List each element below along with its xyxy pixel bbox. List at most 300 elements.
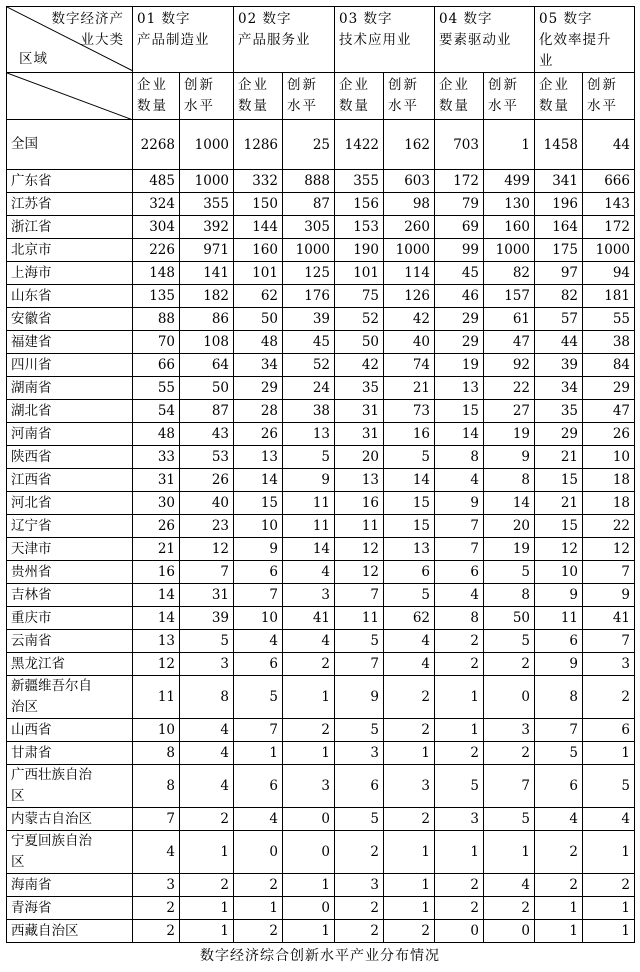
innovation-level-cell: 13 [384,538,435,561]
innovation-level-cell: 8 [484,469,535,492]
company-count-cell: 6 [234,653,283,676]
company-count-cell: 11 [335,607,384,630]
innovation-level-cell: 1 [283,874,335,897]
innovation-level-cell: 1 [180,897,234,920]
company-count-cell: 29 [535,423,583,446]
region-cell: 吉林省 [7,584,133,607]
region-cell: 宁夏回族自治 区 [7,831,133,874]
innovation-level-cell: 3 [583,653,635,676]
company-count-cell: 29 [234,377,283,400]
innovation-level-cell: 1000 [180,170,234,193]
sub-level-header: 创新 水平 [283,73,335,120]
company-count-cell: 44 [535,331,583,354]
innovation-level-cell: 15 [384,515,435,538]
company-count-cell: 28 [234,400,283,423]
company-count-cell: 5 [335,808,384,831]
company-count-cell: 31 [335,400,384,423]
company-count-cell: 3 [133,874,180,897]
innovation-level-cell: 0 [283,808,335,831]
region-cell: 陕西省 [7,446,133,469]
company-count-cell: 13 [133,630,180,653]
company-count-cell: 10 [133,719,180,742]
company-count-cell: 7 [234,719,283,742]
company-count-cell: 304 [133,216,180,239]
company-count-cell: 1 [234,742,283,765]
table-row [7,920,635,943]
innovation-level-cell: 11 [283,515,335,538]
company-count-cell: 101 [335,262,384,285]
region-cell: 江苏省 [7,193,133,216]
company-count-cell: 9 [535,584,583,607]
company-count-cell: 50 [234,308,283,331]
innovation-level-cell: 26 [583,423,635,446]
company-count-cell: 9 [535,653,583,676]
innovation-level-cell: 125 [283,262,335,285]
company-count-cell: 1 [535,920,583,943]
innovation-level-cell: 888 [283,170,335,193]
table-row [7,607,635,630]
company-count-cell: 226 [133,239,180,262]
table-row [7,446,635,469]
innovation-level-cell: 86 [180,308,234,331]
company-count-cell: 88 [133,308,180,331]
innovation-level-cell: 10 [583,446,635,469]
company-count-cell: 4 [535,808,583,831]
innovation-level-cell: 18 [583,469,635,492]
innovation-level-cell: 14 [283,538,335,561]
company-count-cell: 16 [133,561,180,584]
company-count-cell: 172 [435,170,484,193]
company-count-cell: 2 [335,831,384,874]
innovation-level-cell: 64 [180,354,234,377]
company-count-cell: 2 [435,874,484,897]
company-count-cell: 355 [335,170,384,193]
region-cell: 福建省 [7,331,133,354]
innovation-level-cell: 2 [484,897,535,920]
region-cell: 云南省 [7,630,133,653]
innovation-level-cell: 4 [384,653,435,676]
region-cell: 湖南省 [7,377,133,400]
innovation-level-cell: 181 [583,285,635,308]
company-count-cell: 34 [535,377,583,400]
company-count-cell: 12 [335,561,384,584]
company-count-cell: 15 [435,400,484,423]
category-02-header: 02 数字 产品服务业 [234,7,335,73]
company-count-cell: 1458 [535,120,583,170]
innovation-level-cell: 2 [384,719,435,742]
innovation-level-cell: 1 [583,920,635,943]
company-count-cell: 30 [133,492,180,515]
innovation-level-cell: 141 [180,262,234,285]
company-count-cell: 341 [535,170,583,193]
innovation-level-cell: 44 [583,120,635,170]
company-count-cell: 21 [535,446,583,469]
table-row [7,193,635,216]
region-cell: 山东省 [7,285,133,308]
table-row [7,831,635,874]
company-count-cell: 1286 [234,120,283,170]
innovation-level-cell: 74 [384,354,435,377]
company-count-cell: 5 [535,742,583,765]
company-count-cell: 6 [435,561,484,584]
innovation-level-cell: 41 [583,607,635,630]
company-count-cell: 156 [335,193,384,216]
company-count-cell: 4 [234,808,283,831]
region-cell: 天津市 [7,538,133,561]
region-cell: 海南省 [7,874,133,897]
innovation-level-cell: 499 [484,170,535,193]
innovation-level-cell: 22 [484,377,535,400]
company-count-cell: 13 [234,446,283,469]
company-count-cell: 14 [133,607,180,630]
innovation-level-cell: 62 [384,607,435,630]
innovation-level-cell: 53 [180,446,234,469]
innovation-level-cell: 5 [180,630,234,653]
region-cell: 上海市 [7,262,133,285]
table-caption: 数字经济综合创新水平产业分布情况 [200,948,440,964]
company-count-cell: 2 [535,874,583,897]
innovation-level-cell: 176 [283,285,335,308]
innovation-level-cell: 2 [283,719,335,742]
region-cell: 甘肃省 [7,742,133,765]
company-count-cell: 62 [234,285,283,308]
table-row [7,874,635,897]
region-cell: 安徽省 [7,308,133,331]
innovation-level-cell: 7 [484,765,535,808]
company-count-cell: 97 [535,262,583,285]
innovation-level-cell: 8 [180,676,234,719]
table-row [7,719,635,742]
company-count-cell: 21 [535,492,583,515]
company-count-cell: 0 [435,920,484,943]
table-row [7,584,635,607]
sub-level-header: 创新 水平 [484,73,535,120]
company-count-cell: 11 [133,676,180,719]
table-row [7,262,635,285]
company-count-cell: 160 [234,239,283,262]
company-count-cell: 2 [234,920,283,943]
innovation-level-cell: 2 [180,808,234,831]
company-count-cell: 2 [335,897,384,920]
table-row [7,515,635,538]
company-count-cell: 5 [435,765,484,808]
company-count-cell: 196 [535,193,583,216]
innovation-level-cell: 14 [484,492,535,515]
innovation-level-cell: 39 [180,607,234,630]
innovation-level-cell: 52 [283,354,335,377]
innovation-level-cell: 7 [583,630,635,653]
company-count-cell: 21 [133,538,180,561]
company-count-cell: 485 [133,170,180,193]
innovation-level-cell: 1 [283,676,335,719]
company-count-cell: 57 [535,308,583,331]
category-05-header: 05 数字 化效率提升 业 [535,7,635,73]
company-count-cell: 7 [335,653,384,676]
innovation-level-cell: 21 [384,377,435,400]
company-count-cell: 144 [234,216,283,239]
company-count-cell: 14 [435,423,484,446]
innovation-level-cell: 42 [384,308,435,331]
region-cell: 重庆市 [7,607,133,630]
innovation-level-cell: 971 [180,239,234,262]
region-cell: 江西省 [7,469,133,492]
innovation-level-cell: 5 [384,446,435,469]
company-count-cell: 4 [435,469,484,492]
innovation-level-cell: 5 [484,561,535,584]
innovation-level-cell: 1000 [484,239,535,262]
company-count-cell: 7 [133,808,180,831]
innovation-level-cell: 1 [583,831,635,874]
innovation-level-cell: 162 [384,120,435,170]
company-count-cell: 3 [335,742,384,765]
innovation-level-cell: 3 [180,653,234,676]
company-count-cell: 2 [435,653,484,676]
innovation-level-cell: 38 [583,331,635,354]
company-count-cell: 54 [133,400,180,423]
company-count-cell: 48 [133,423,180,446]
innovation-level-cell: 2 [484,742,535,765]
company-count-cell: 9 [435,492,484,515]
innovation-level-cell: 3 [283,765,335,808]
sub-count-header: 企业 数量 [335,73,384,120]
category-01-header: 01 数字 产品制造业 [133,7,234,73]
innovation-level-cell: 5 [484,808,535,831]
innovation-level-cell: 61 [484,308,535,331]
innovation-level-cell: 87 [283,193,335,216]
company-count-cell: 75 [335,285,384,308]
innovation-level-cell: 20 [484,515,535,538]
company-count-cell: 9 [234,538,283,561]
innovation-level-cell: 27 [484,400,535,423]
company-count-cell: 1 [435,719,484,742]
innovation-level-cell: 1 [484,120,535,170]
innovation-level-cell: 1000 [384,239,435,262]
sub-level-header: 创新 水平 [180,73,234,120]
region-cell: 西藏自治区 [7,920,133,943]
innovation-level-cell: 7 [180,561,234,584]
innovation-level-cell: 2 [384,676,435,719]
company-count-cell: 7 [535,719,583,742]
table-row [7,216,635,239]
company-count-cell: 15 [535,469,583,492]
table-row [7,331,635,354]
company-count-cell: 2 [435,742,484,765]
innovation-level-cell: 1 [484,831,535,874]
innovation-level-cell: 603 [384,170,435,193]
innovation-level-cell: 9 [484,446,535,469]
company-count-cell: 3 [435,808,484,831]
region-cell: 北京市 [7,239,133,262]
company-count-cell: 13 [335,469,384,492]
innovation-level-cell: 1 [583,742,635,765]
innovation-level-cell: 16 [384,423,435,446]
innovation-level-cell: 355 [180,193,234,216]
innovation-level-cell: 92 [484,354,535,377]
sub-level-header: 创新 水平 [384,73,435,120]
innovation-level-cell: 26 [180,469,234,492]
region-cell: 全国 [7,120,133,170]
innovation-level-cell: 1 [180,920,234,943]
innovation-level-cell: 1 [283,742,335,765]
table-row [7,630,635,653]
innovation-level-cell: 182 [180,285,234,308]
innovation-level-cell: 260 [384,216,435,239]
innovation-level-cell: 13 [283,423,335,446]
innovation-level-cell: 29 [583,377,635,400]
company-count-cell: 2 [234,874,283,897]
innovation-level-cell: 5 [583,765,635,808]
innovation-level-cell: 3 [283,584,335,607]
company-count-cell: 1 [435,676,484,719]
innovation-level-cell: 12 [583,538,635,561]
company-count-cell: 6 [535,765,583,808]
innovation-level-cell: 7 [583,561,635,584]
company-count-cell: 42 [335,354,384,377]
innovation-level-cell: 24 [283,377,335,400]
table-row [7,897,635,920]
innovation-level-cell: 6 [384,561,435,584]
company-count-cell: 5 [335,630,384,653]
company-count-cell: 4 [133,831,180,874]
company-count-cell: 14 [234,469,283,492]
company-count-cell: 70 [133,331,180,354]
company-count-cell: 35 [335,377,384,400]
company-count-cell: 164 [535,216,583,239]
company-count-cell: 10 [234,515,283,538]
company-count-cell: 10 [234,607,283,630]
company-count-cell: 6 [234,561,283,584]
sub-count-header: 企业 数量 [234,73,283,120]
table-row-national [7,120,635,170]
company-count-cell: 4 [234,630,283,653]
company-count-cell: 26 [234,423,283,446]
table-row [7,170,635,193]
company-count-cell: 48 [234,331,283,354]
company-count-cell: 324 [133,193,180,216]
subheader-row [7,73,635,120]
table-body [7,120,635,943]
table-row [7,538,635,561]
region-cell: 四川省 [7,354,133,377]
company-count-cell: 11 [335,515,384,538]
innovation-level-cell: 40 [180,492,234,515]
innovation-level-cell: 43 [180,423,234,446]
company-count-cell: 2268 [133,120,180,170]
innovation-level-cell: 1 [384,874,435,897]
category-header-row [7,7,635,73]
company-count-cell: 29 [435,308,484,331]
company-count-cell: 15 [535,515,583,538]
company-count-cell: 2 [535,831,583,874]
company-count-cell: 31 [335,423,384,446]
innovation-level-cell: 1 [583,897,635,920]
table-row [7,285,635,308]
innovation-level-cell: 4 [384,630,435,653]
innovation-level-cell: 1000 [583,239,635,262]
company-count-cell: 0 [234,831,283,874]
innovation-level-cell: 4 [180,742,234,765]
innovation-level-cell: 9 [583,584,635,607]
innovation-level-cell: 157 [484,285,535,308]
innovation-level-cell: 23 [180,515,234,538]
company-count-cell: 69 [435,216,484,239]
table-row [7,308,635,331]
company-count-cell: 5 [234,676,283,719]
innovation-table [6,6,635,943]
innovation-level-cell: 392 [180,216,234,239]
region-cell: 内蒙古自治区 [7,808,133,831]
innovation-level-cell: 172 [583,216,635,239]
innovation-level-cell: 25 [283,120,335,170]
innovation-level-cell: 4 [484,874,535,897]
innovation-level-cell: 47 [484,331,535,354]
table-row [7,676,635,719]
innovation-level-cell: 666 [583,170,635,193]
innovation-level-cell: 6 [583,719,635,742]
innovation-level-cell: 82 [484,262,535,285]
table-row [7,469,635,492]
company-count-cell: 7 [335,584,384,607]
company-count-cell: 3 [335,874,384,897]
company-count-cell: 45 [435,262,484,285]
region-cell: 河南省 [7,423,133,446]
innovation-level-cell: 1 [180,831,234,874]
region-cell: 黑龙江省 [7,653,133,676]
company-count-cell: 7 [234,584,283,607]
innovation-level-cell: 2 [180,874,234,897]
innovation-level-cell: 19 [484,423,535,446]
company-count-cell: 1422 [335,120,384,170]
innovation-level-cell: 160 [484,216,535,239]
innovation-level-cell: 38 [283,400,335,423]
region-cell: 辽宁省 [7,515,133,538]
company-count-cell: 1 [535,897,583,920]
company-count-cell: 8 [133,742,180,765]
innovation-level-cell: 0 [484,920,535,943]
innovation-level-cell: 94 [583,262,635,285]
innovation-level-cell: 2 [583,676,635,719]
company-count-cell: 19 [435,354,484,377]
company-count-cell: 7 [435,515,484,538]
innovation-level-cell: 2 [283,653,335,676]
corner-region-label: 区域 [19,51,48,67]
company-count-cell: 20 [335,446,384,469]
region-cell: 青海省 [7,897,133,920]
table-row [7,742,635,765]
table-row [7,492,635,515]
company-count-cell: 33 [133,446,180,469]
innovation-level-cell: 84 [583,354,635,377]
innovation-level-cell: 18 [583,492,635,515]
innovation-level-cell: 11 [283,492,335,515]
innovation-level-cell: 4 [283,630,335,653]
company-count-cell: 35 [535,400,583,423]
innovation-level-cell: 4 [283,561,335,584]
innovation-level-cell: 87 [180,400,234,423]
innovation-level-cell: 14 [384,469,435,492]
company-count-cell: 10 [535,561,583,584]
corner-category-label: 数字经济产 业大类 [51,11,124,48]
table-row [7,765,635,808]
table-row [7,653,635,676]
table-row [7,239,635,262]
company-count-cell: 34 [234,354,283,377]
company-count-cell: 6 [234,765,283,808]
company-count-cell: 135 [133,285,180,308]
table-row [7,400,635,423]
innovation-level-cell: 15 [384,492,435,515]
table-row [7,354,635,377]
